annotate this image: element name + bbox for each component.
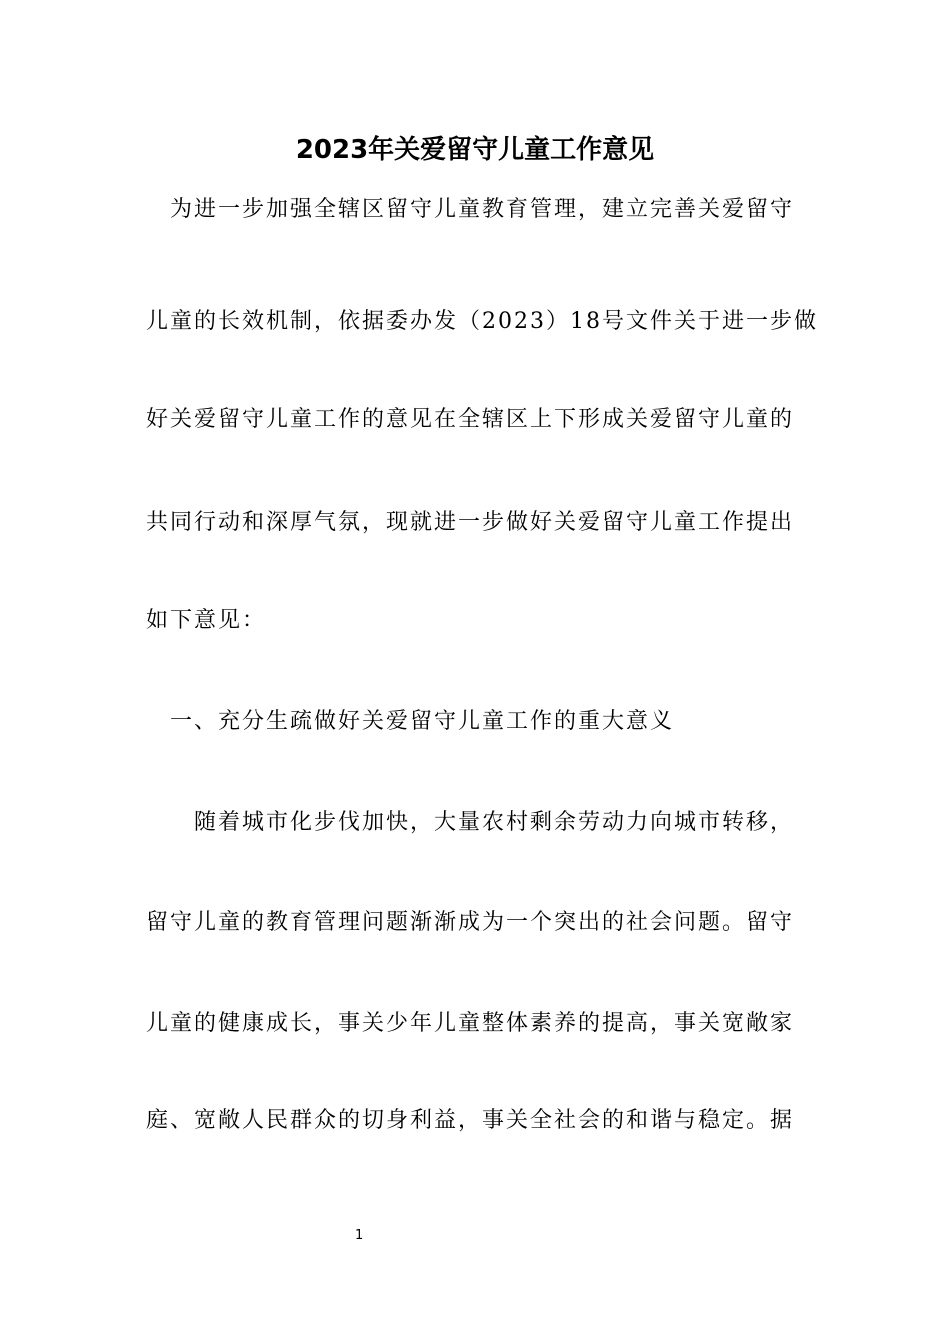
page-number: 1 bbox=[355, 1228, 364, 1243]
paragraph-line: 如下意见： bbox=[146, 608, 267, 633]
paragraph-line: 随着城市化步伐加快，大量农村剩余劳动力向城市转移， bbox=[146, 810, 795, 835]
paragraph-line: 庭、宽敞人民群众的切身利益，事关全社会的和谐与稳定。据 bbox=[146, 1108, 795, 1133]
section-heading: 一、充分生疏做好关爱留守儿童工作的重大意义 bbox=[146, 709, 675, 734]
paragraph-line: 留守儿童的教育管理问题渐渐成为一个突出的社会问题。留守 bbox=[146, 910, 795, 935]
paragraph-line: 好关爱留守儿童工作的意见在全辖区上下形成关爱留守儿童的 bbox=[146, 407, 795, 432]
paragraph-line: 儿童的健康成长，事关少年儿童整体素养的提高，事关宽敞家 bbox=[146, 1011, 795, 1036]
paragraph-line: 为进一步加强全辖区留守儿童教育管理，建立完善关爱留守 bbox=[146, 197, 795, 222]
paragraph-line: 儿童的长效机制，依据委办发（2023）18号文件关于进一步做 bbox=[146, 309, 818, 334]
document-title: 2023年关爱留守儿童工作意见 bbox=[295, 135, 655, 165]
paragraph-line: 共同行动和深厚气氛，现就进一步做好关爱留守儿童工作提出 bbox=[146, 510, 795, 535]
